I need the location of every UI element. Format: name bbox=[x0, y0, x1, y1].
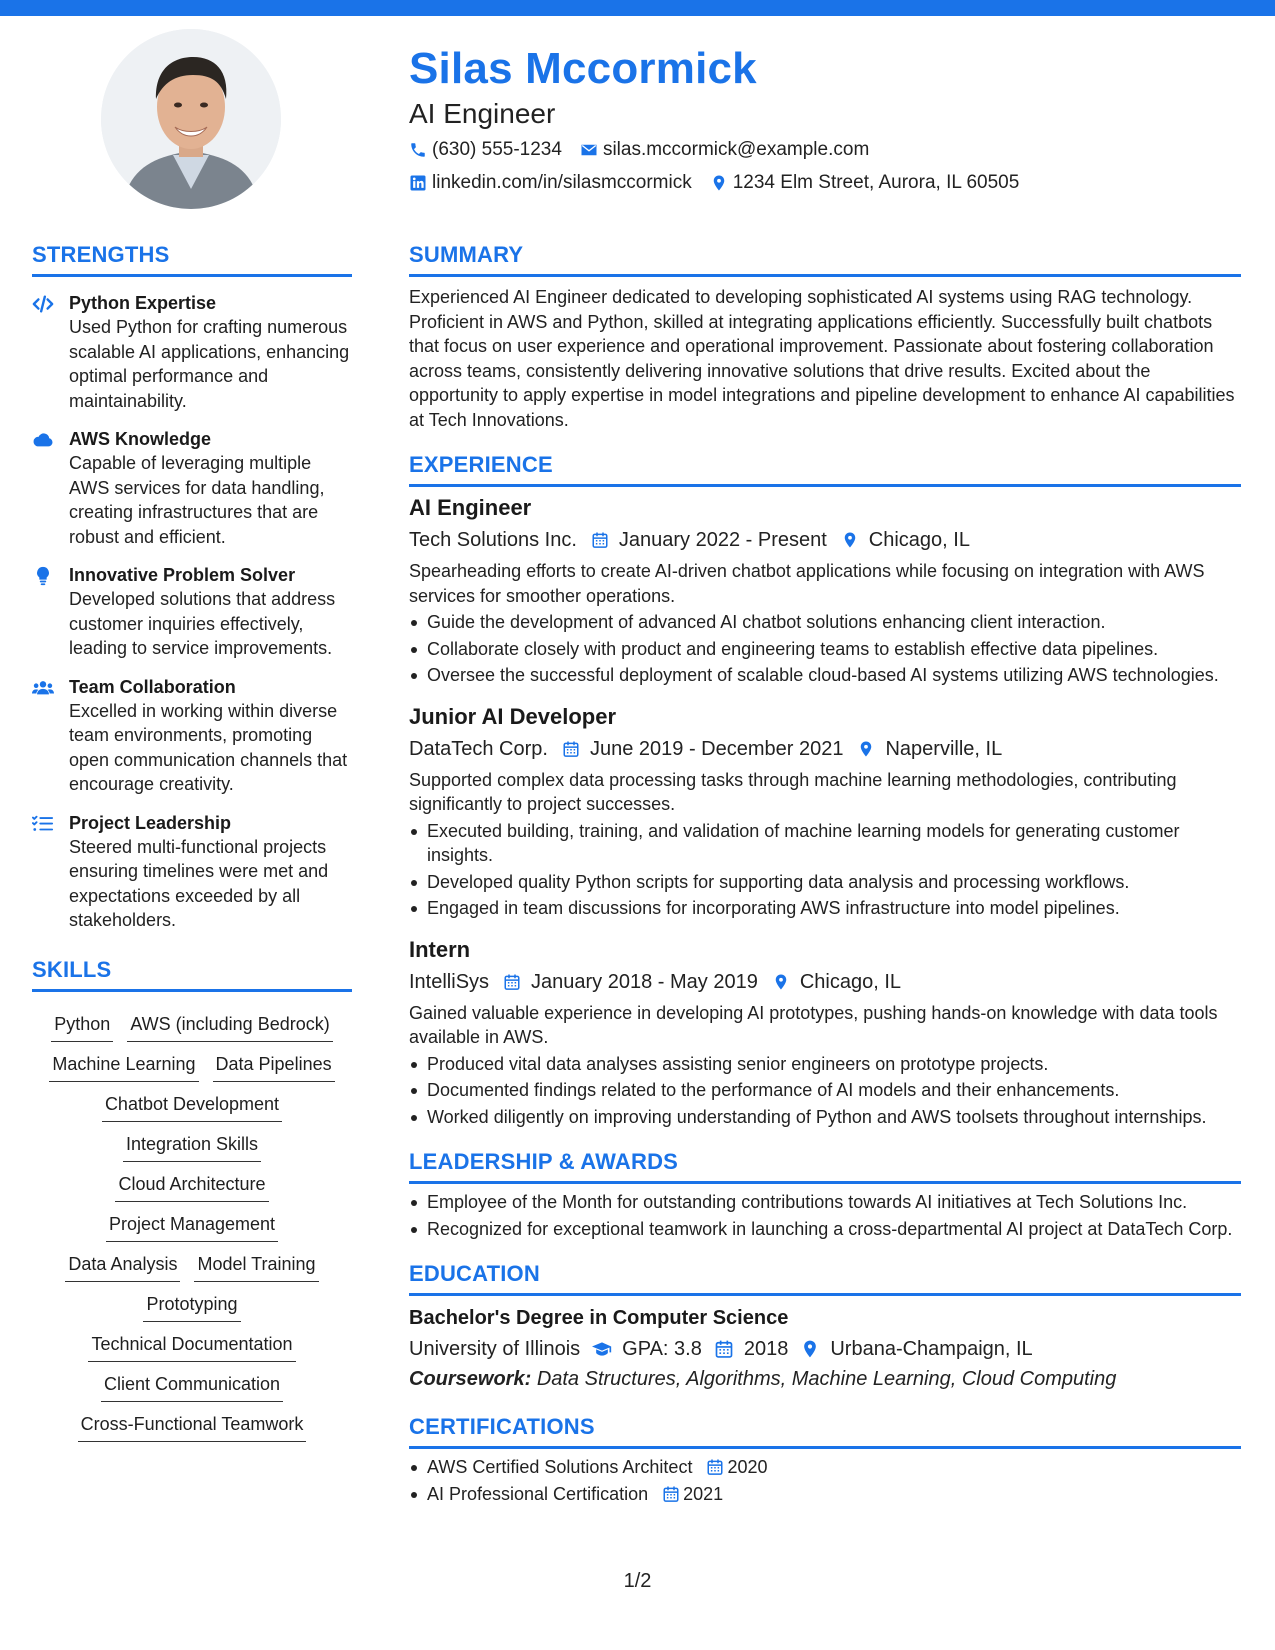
company bbox=[409, 525, 577, 555]
strength-desc: Steered multi-functional projects ensuring timelines were met and expectations exceeded by all stakeholders. bbox=[69, 836, 329, 930]
code-icon bbox=[32, 294, 54, 314]
company-name: IntelliSys bbox=[409, 970, 490, 993]
job-bullet: Developed quality Python scripts for supporting data analysis and processing workflows. bbox=[409, 870, 1241, 895]
job-bullets bbox=[409, 610, 1241, 688]
strength-title: AWS Knowledge bbox=[69, 429, 212, 449]
job-bullet: Collaborate closely with product and engineering teams to establish effective data pipelines. bbox=[409, 637, 1241, 662]
location-pin-icon bbox=[710, 174, 728, 192]
contact-row-1 bbox=[409, 135, 1239, 165]
right-column bbox=[409, 240, 1241, 1506]
skills-heading: SKILLS bbox=[32, 955, 352, 992]
skill-tag: Prototyping bbox=[143, 1291, 240, 1322]
job-location bbox=[857, 734, 1002, 764]
strength-item bbox=[32, 675, 352, 797]
dates-text: January 2018 - May 2019 bbox=[531, 970, 758, 993]
linkedin-text: linkedin.com/in/silasmccormick bbox=[432, 172, 692, 193]
experience-list bbox=[409, 493, 1241, 1129]
dates-text: June 2019 - December 2021 bbox=[589, 737, 844, 760]
coursework-text: Data Structures, Algorithms, Machine Learning, Cloud Computing bbox=[536, 1368, 1117, 1390]
certification-name: AI Professional Certification bbox=[427, 1483, 649, 1504]
calendar-icon bbox=[706, 1458, 724, 1476]
skill-row bbox=[81, 1331, 302, 1362]
strengths-heading: STRENGTHS bbox=[32, 240, 352, 277]
location-text: Chicago, IL bbox=[799, 970, 902, 993]
gpa bbox=[592, 1334, 702, 1364]
coursework bbox=[409, 1364, 1241, 1394]
strength-title: Python Expertise bbox=[69, 293, 217, 313]
job-description: Spearheading efforts to create AI-driven chatbot applications while focusing on integration with AWS services for smoother operations. bbox=[409, 561, 1205, 606]
location-pin-icon bbox=[772, 972, 790, 992]
top-accent-bar bbox=[0, 0, 1275, 16]
strength-item bbox=[32, 427, 352, 549]
strength-desc: Excelled in working within diverse team environments, promoting open communication channels that encourage creativity. bbox=[69, 700, 348, 794]
strength-title: Team Collaboration bbox=[69, 676, 236, 697]
strength-item bbox=[32, 291, 352, 413]
contact-row-2 bbox=[409, 168, 1239, 198]
job-title: AI Engineer bbox=[409, 495, 532, 520]
school-name bbox=[409, 1334, 580, 1364]
address-text: 1234 Elm Street, Aurora, IL 60505 bbox=[732, 172, 1020, 193]
skills-list bbox=[32, 1002, 352, 1442]
skill-tag: Chatbot Development bbox=[102, 1091, 282, 1122]
job-meta bbox=[409, 734, 1241, 764]
skill-tag: Technical Documentation bbox=[88, 1331, 295, 1362]
linkedin-contact[interactable] bbox=[409, 168, 692, 198]
skill-row bbox=[44, 1011, 339, 1042]
job-entry bbox=[409, 935, 1241, 1130]
skill-tag: Cross-Functional Teamwork bbox=[78, 1411, 307, 1442]
calendar-icon bbox=[591, 530, 609, 550]
skill-tag: Project Management bbox=[106, 1211, 278, 1242]
skill-tag: Client Communication bbox=[101, 1371, 283, 1402]
job-location bbox=[841, 525, 970, 555]
job-location bbox=[772, 967, 901, 997]
users-icon bbox=[32, 678, 54, 698]
skill-row bbox=[58, 1251, 325, 1282]
awards-heading: LEADERSHIP & AWARDS bbox=[409, 1147, 1241, 1184]
list-check-icon bbox=[32, 814, 54, 834]
resume-header bbox=[409, 42, 1239, 198]
job-bullet: Produced vital data analyses assisting senior engineers on prototype projects. bbox=[409, 1052, 1241, 1077]
degree-title: Bachelor's Degree in Computer Science bbox=[409, 1307, 789, 1329]
school-location bbox=[800, 1334, 1032, 1364]
job-meta bbox=[409, 525, 1241, 555]
strength-desc: Capable of leveraging multiple AWS services for data handling, creating infrastructures that are robust and efficient. bbox=[69, 453, 325, 547]
skill-tag: Python bbox=[51, 1011, 113, 1042]
job-bullet: Guide the development of advanced AI chatbot solutions enhancing client interaction. bbox=[409, 610, 1241, 635]
summary-heading: SUMMARY bbox=[409, 240, 1241, 277]
summary-text: Experienced AI Engineer dedicated to developing sophisticated AI systems using RAG technology. Proficient in AWS and Python, skilled at integrating applications efficiently. Successfully built chatbots that focus on user experience and operational improvement. Passionate about fostering collaboration across teams, consistently delivering innovative solutions that drive results. Excited about the opportunity to apply expertise in model integrations and pipeline development to enhance AI capabilities at Tech Innovations. bbox=[409, 287, 1235, 430]
location-pin-icon bbox=[841, 530, 859, 550]
dates-text: January 2022 - Present bbox=[618, 529, 827, 551]
job-dates bbox=[591, 525, 827, 555]
strength-title: Project Leadership bbox=[69, 812, 232, 833]
education-meta bbox=[409, 1334, 1241, 1364]
certification-year: 2020 bbox=[727, 1457, 768, 1477]
email-contact[interactable] bbox=[580, 135, 869, 165]
skill-row bbox=[99, 1211, 285, 1242]
skill-row bbox=[42, 1051, 341, 1082]
job-bullet: Executed building, training, and validation of machine learning models for generating customer insights. bbox=[409, 819, 1241, 868]
job-entry bbox=[409, 493, 1241, 688]
calendar-icon bbox=[562, 739, 580, 759]
skill-row bbox=[136, 1291, 247, 1322]
lightbulb-icon bbox=[32, 566, 54, 586]
job-title: Intern bbox=[409, 936, 471, 962]
page-number: 1/2 bbox=[623, 1570, 652, 1592]
location-text: Urbana-Champaign, IL bbox=[830, 1338, 1033, 1360]
skill-row bbox=[94, 1371, 290, 1402]
job-dates bbox=[562, 734, 844, 764]
job-description: Gained valuable experience in developing AI prototypes, pushing hands-on knowledge with data tools available in AWS. bbox=[409, 1002, 1218, 1047]
job-title: Junior AI Developer bbox=[409, 703, 617, 729]
skill-row bbox=[116, 1131, 268, 1162]
skill-tag: Data Analysis bbox=[65, 1251, 180, 1282]
phone-text: (630) 555-1234 bbox=[432, 139, 562, 160]
certification-item bbox=[409, 1455, 1241, 1480]
skill-row bbox=[71, 1411, 314, 1442]
strength-item bbox=[32, 811, 352, 933]
candidate-name: Silas Mccormick bbox=[409, 44, 757, 93]
location-pin-icon bbox=[800, 1339, 820, 1359]
cloud-icon bbox=[32, 430, 54, 450]
skill-tag: Model Training bbox=[194, 1251, 318, 1282]
coursework-label: Coursework: bbox=[409, 1368, 532, 1390]
location-pin-icon bbox=[857, 739, 875, 759]
graduation-cap-icon bbox=[592, 1339, 612, 1359]
award-item: Employee of the Month for outstanding contributions towards AI initiatives at Tech Solutions Inc. bbox=[409, 1190, 1241, 1215]
certification-year: 2021 bbox=[683, 1483, 724, 1504]
skill-tag: AWS (including Bedrock) bbox=[127, 1011, 332, 1042]
candidate-title: AI Engineer bbox=[409, 98, 556, 129]
company bbox=[409, 967, 489, 997]
strength-title: Innovative Problem Solver bbox=[69, 565, 296, 585]
skill-tag: Machine Learning bbox=[49, 1051, 198, 1082]
skill-row bbox=[108, 1171, 275, 1202]
calendar-icon bbox=[714, 1339, 734, 1359]
graduation-year bbox=[714, 1334, 789, 1364]
awards-list bbox=[409, 1190, 1241, 1241]
email-text: silas.mccormick@example.com bbox=[602, 139, 870, 160]
skill-tag: Cloud Architecture bbox=[115, 1171, 268, 1202]
job-bullet: Engaged in team discussions for incorporating AWS infrastructure into model pipelines. bbox=[409, 896, 1241, 921]
calendar-icon bbox=[503, 972, 521, 992]
address-contact bbox=[710, 168, 1020, 198]
profile-photo bbox=[101, 29, 281, 209]
job-dates bbox=[503, 967, 758, 997]
phone-icon bbox=[409, 141, 427, 159]
linkedin-icon bbox=[409, 174, 427, 192]
skill-tag: Integration Skills bbox=[123, 1131, 261, 1162]
education-heading: EDUCATION bbox=[409, 1259, 1241, 1296]
email-icon bbox=[580, 141, 598, 159]
job-meta bbox=[409, 967, 1241, 997]
location-text: Naperville, IL bbox=[885, 737, 1003, 760]
job-bullet: Worked diligently on improving understanding of Python and AWS toolsets throughout internships. bbox=[409, 1105, 1241, 1130]
left-column bbox=[32, 240, 352, 1442]
strength-item bbox=[32, 563, 352, 661]
certification-item bbox=[409, 1482, 1241, 1507]
certification-name: AWS Certified Solutions Architect bbox=[427, 1457, 693, 1477]
strength-desc: Developed solutions that address customer inquiries effectively, leading to service improvements. bbox=[69, 589, 336, 658]
certifications-heading: CERTIFICATIONS bbox=[409, 1412, 1241, 1449]
location-text: Chicago, IL bbox=[868, 529, 970, 551]
skill-tag: Data Pipelines bbox=[213, 1051, 335, 1082]
job-bullet: Oversee the successful deployment of scalable cloud-based AI systems utilizing AWS technologies. bbox=[409, 663, 1241, 688]
company bbox=[409, 734, 548, 764]
company-name: DataTech Corp. bbox=[409, 737, 548, 760]
calendar-icon bbox=[662, 1485, 680, 1503]
strength-desc: Used Python for crafting numerous scalable AI applications, enhancing optimal performance and maintainability. bbox=[69, 317, 350, 411]
job-description: Supported complex data processing tasks through machine learning methodologies, contributing significantly to project successes. bbox=[409, 769, 1177, 814]
phone-contact[interactable] bbox=[409, 135, 562, 165]
experience-heading: EXPERIENCE bbox=[409, 450, 1241, 487]
award-item: Recognized for exceptional teamwork in launching a cross-departmental AI project at DataTech Corp. bbox=[409, 1217, 1241, 1242]
job-entry bbox=[409, 702, 1241, 921]
certifications-list bbox=[409, 1455, 1241, 1506]
year-text: 2018 bbox=[743, 1338, 789, 1360]
job-bullets bbox=[409, 1052, 1241, 1130]
school-text: University of Illinois bbox=[409, 1338, 581, 1360]
job-bullets bbox=[409, 819, 1241, 921]
skill-row bbox=[95, 1091, 289, 1122]
gpa-text: GPA: 3.8 bbox=[622, 1338, 702, 1360]
company-name: Tech Solutions Inc. bbox=[409, 529, 577, 551]
job-bullet: Documented findings related to the performance of AI models and their enhancements. bbox=[409, 1078, 1241, 1103]
